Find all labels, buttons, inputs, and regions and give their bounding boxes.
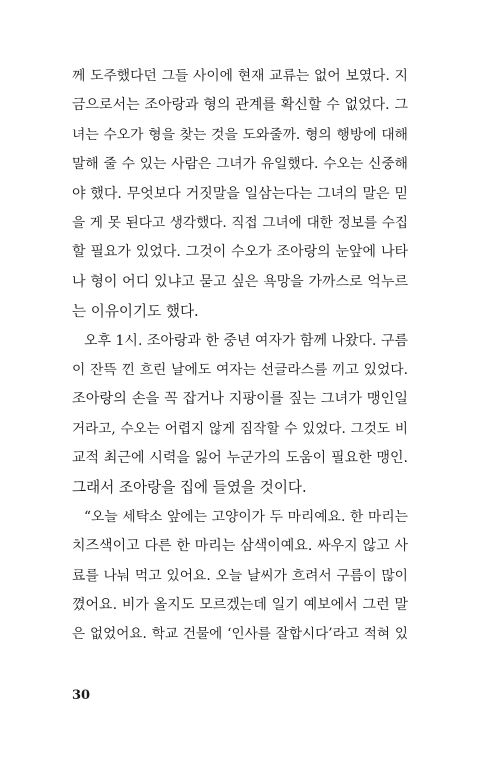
text-line: 께 도주했다던 그들 사이에 현재 교류는 없어 보였다. 지 [72, 68, 408, 84]
text-line: 꼈어요. 비가 올지도 모르겠는데 일기 예보에서 그런 말 [72, 597, 408, 614]
text-line: 그래서 조아랑을 집에 들였을 것이다. [72, 479, 307, 497]
text-line: 은 없었어요. 학교 건물에 ‘인사를 잘합시다’라고 적혀 있 [72, 626, 408, 643]
text-line: 나 형이 어디 있냐고 묻고 싶은 욕망을 가까스로 억누르 [72, 273, 408, 290]
text-line: 말해 줄 수 있는 사람은 그녀가 유일했다. 수오는 신중해 [72, 156, 408, 173]
text-line: 오후 1시. 조아랑과 한 중년 여자가 함께 나왔다. 구름 [84, 332, 408, 349]
text-line: “오늘 세탁소 앞에는 고양이가 두 마리예요. 한 마리는 [84, 508, 408, 525]
text-line: 이 잔뜩 낀 흐린 날에도 여자는 선글라스를 끼고 있었다. [72, 361, 408, 378]
text-line: 녀는 수오가 형을 찾는 것을 도와줄까. 형의 행방에 대해 [72, 126, 408, 143]
body-text [72, 62, 408, 650]
text-line: 할 필요가 있었다. 그것이 수오가 조아랑의 눈앞에 나타 [72, 244, 408, 261]
text-line: 는 이유이기도 했다. [72, 303, 199, 321]
page-number: 30 [72, 688, 91, 703]
text-line: 료를 나눠 먹고 있어요. 오늘 날씨가 흐려서 구름이 많이 [72, 567, 408, 584]
text-line: 조아랑의 손을 꼭 잡거나 지팡이를 짚는 그녀가 맹인일 [72, 391, 408, 408]
text-line: 치즈색이고 다른 한 마리는 삼색이예요. 싸우지 않고 사 [72, 538, 408, 555]
text-line: 을 게 못 된다고 생각했다. 직접 그녀에 대한 정보를 수집 [72, 214, 408, 231]
text-line: 거라고, 수오는 어렵지 않게 짐작할 수 있었다. 그것도 비 [72, 420, 408, 437]
text-line: 야 했다. 무엇보다 거짓말을 일삼는다는 그녀의 말은 믿 [72, 185, 408, 202]
text-line: 금으로서는 조아랑과 형의 관계를 확신할 수 없었다. 그 [72, 97, 408, 114]
text-line: 교적 최근에 시력을 잃어 누군가의 도움이 필요한 맹인. [72, 450, 408, 467]
